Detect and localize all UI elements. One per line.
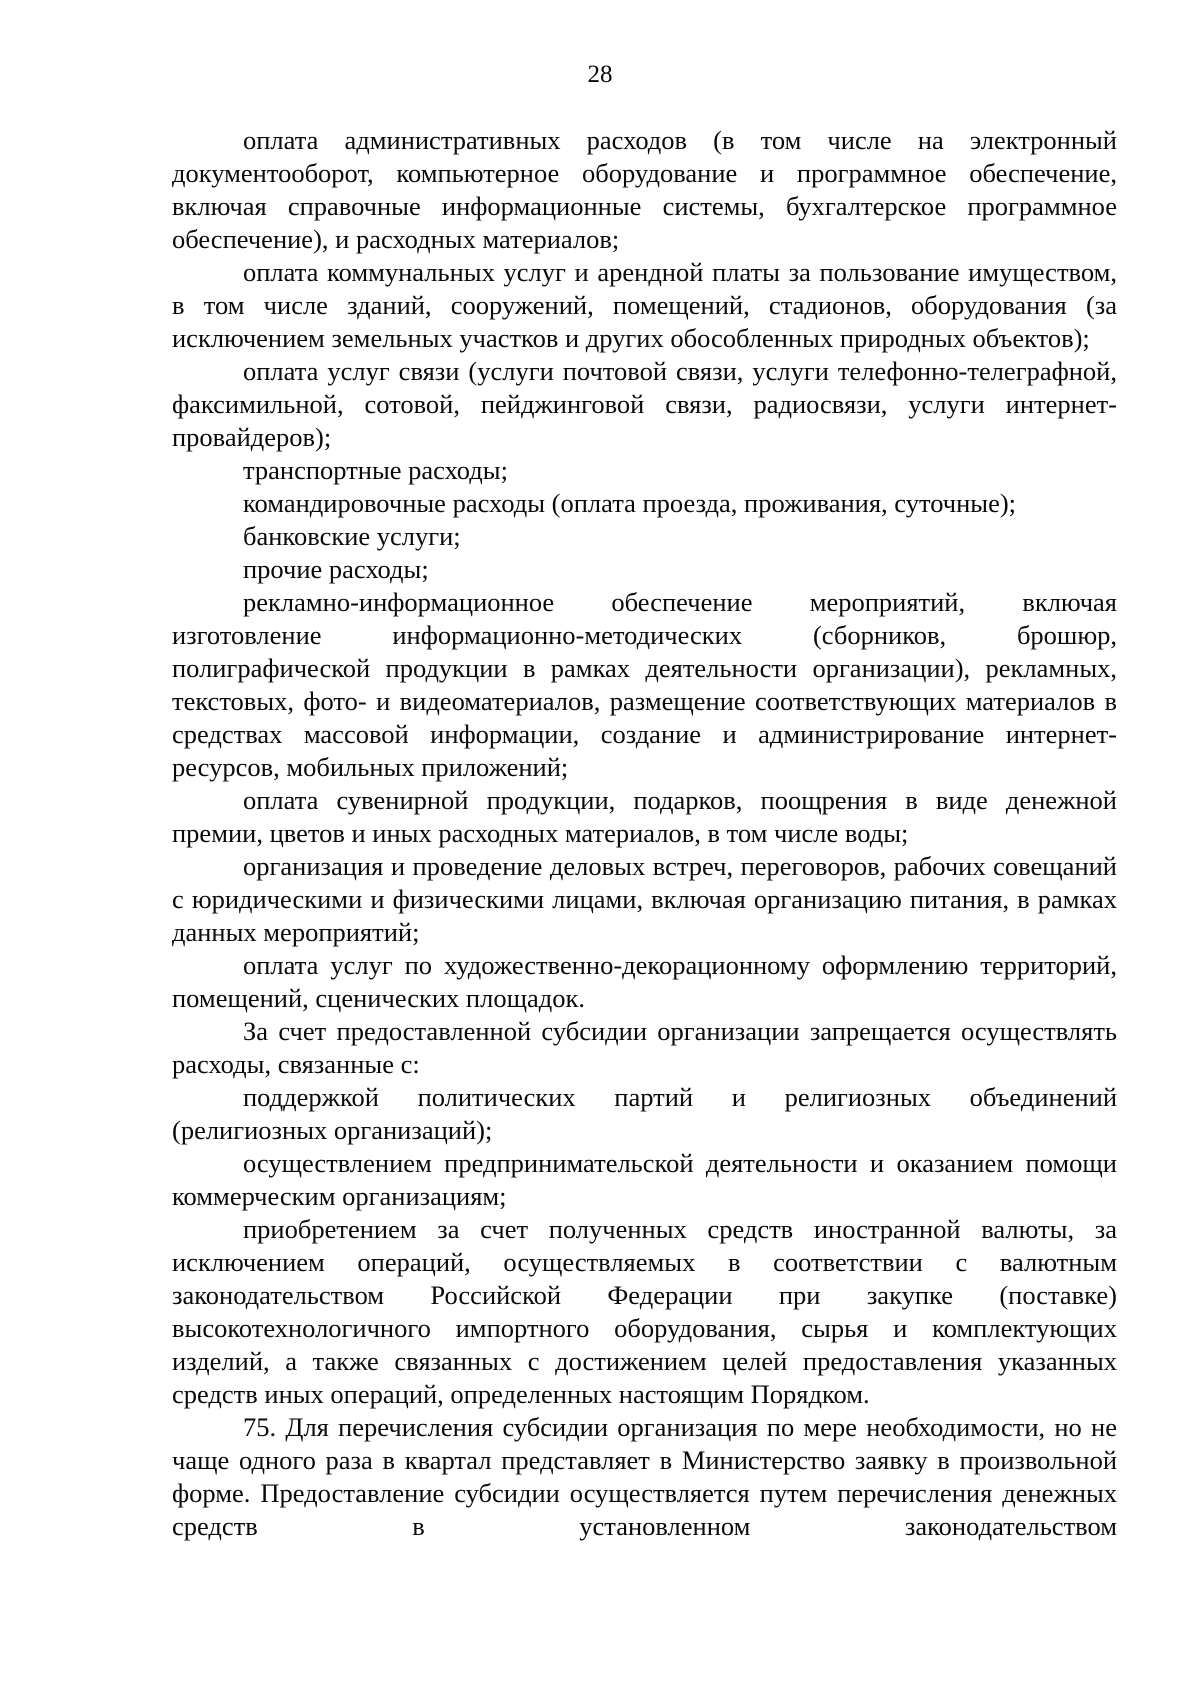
paragraph-business-meetings: организация и проведение деловых встреч, переговоров, рабочих совещаний с юридическими и физическими лицами, включая организацию питания, в рамках данных мероприятий; [172,851,1117,947]
paragraph-political-religious: поддержкой политических партий и религиозных объединений (религиозных организаций); [172,1082,1117,1145]
paragraph-souvenirs-gifts: оплата сувенирной продукции, подарков, поощрения в виде денежной премии, цветов и иных расходных материалов, в том числе воды; [172,785,1117,848]
paragraph-travel-expenses: командировочные расходы (оплата проезда, проживания, суточные); [243,488,1017,518]
paragraph-administrative-expenses: оплата административных расходов (в том числе на электронный документооборот, компьютерное оборудование и программное обеспечение, включая справочные информационные системы, бухгалтерское программное обеспечение), и расходных материалов; [172,125,1117,254]
paragraph-entrepreneurial-activity: осуществлением предпринимательской деятельности и оказанием помощи коммерческим организациям; [172,1148,1117,1211]
page-number: 28 [587,61,613,88]
paragraph-item-75: 75. Для перечисления субсидии организация по мере необходимости, но не чаще одного раза в квартал представляет в Министерство заявку в произвольной форме. Предоставление субсидии осуществляется путем перечисления денежных средств в установленном законодательством [172,1412,1117,1541]
paragraph-utilities-rent: оплата коммунальных услуг и арендной платы за пользование имуществом, в том числе зданий, сооружений, помещений, стадионов, оборудования (за исключением земельных участков и других обособленных природных объектов); [172,257,1117,353]
document-body [172,124,1117,1543]
paragraph-other-expenses: прочие расходы; [243,554,429,584]
paragraph-decoration-services: оплата услуг по художественно-декорационному оформлению территорий, помещений, сценических площадок. [172,950,1117,1013]
paragraph-foreign-currency: приобретением за счет полученных средств иностранной валюты, за исключением операций, осуществляемых в соответствии с валютным законодательством Российской Федерации при закупке (поставке) высокотехнологичного импортного оборудования, сырья и комплектующих изделий, а также связанных с достижением целей предоставления указанных средств иных операций, определенных настоящим Порядком. [172,1214,1117,1409]
paragraph-banking-services: банковские услуги; [243,521,461,551]
paragraph-advertising-support: рекламно-информационное обеспечение мероприятий, включая изготовление информационно-методических (сборников, брошюр, полиграфической продукции в рамках деятельности организации), рекламных, текстовых, фото- и видеоматериалов, размещение соответствующих материалов в средствах массовой информации, создание и администрирование интернет-ресурсов, мобильных приложений; [172,587,1117,782]
paragraph-prohibited-intro: За счет предоставленной субсидии организации запрещается осуществлять расходы, связанные с: [172,1016,1117,1079]
paragraph-communication-services: оплата услуг связи (услуги почтовой связи, услуги телефонно-телеграфной, факсимильной, сотовой, пейджинговой связи, радиосвязи, услуги интернет-провайдеров); [172,356,1117,452]
paragraph-transport-expenses: транспортные расходы; [243,455,508,485]
